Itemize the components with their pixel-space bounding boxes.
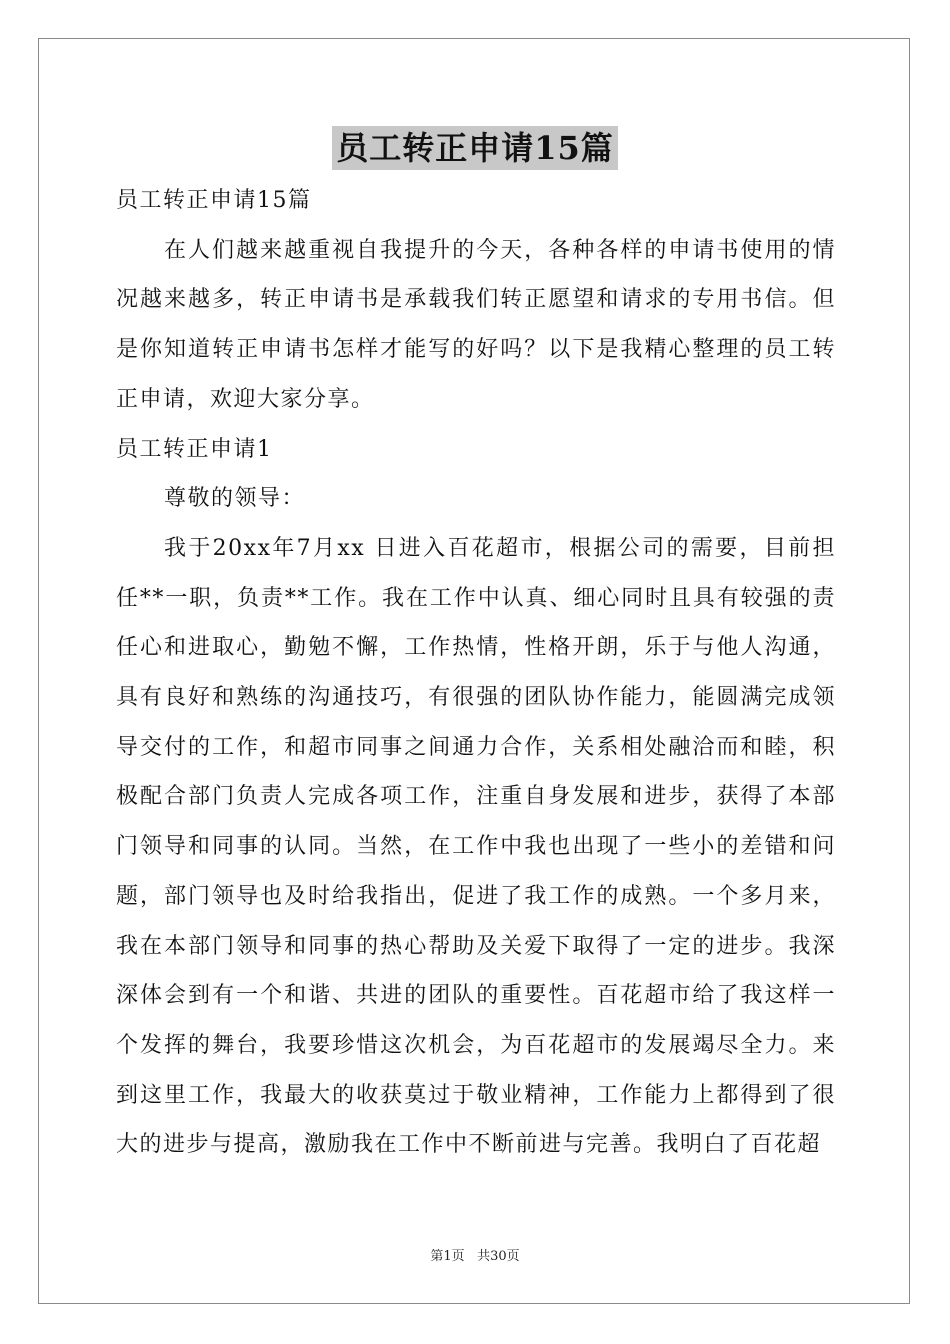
document-subtitle: 员工转正申请15篇 — [116, 188, 312, 213]
document-body — [116, 176, 836, 1170]
section-heading: 员工转正申请1 — [116, 436, 273, 462]
page-number: 第1页 — [430, 1249, 465, 1264]
title-container — [0, 126, 950, 170]
salutation: 尊敬的领导： — [164, 486, 306, 512]
page-footer — [0, 1245, 950, 1264]
intro-paragraph: 在人们越来越重视自我提升的今天，各种各样的申请书使用的情况越来越多，转正申请书是承载我们转正愿望和请求的专用书信。但是你知道转正申请书怎样才能写的好吗？以下是我精心整理的员工转正申请，欢迎大家分享。 — [116, 237, 836, 412]
page-total: 共30页 — [477, 1249, 520, 1264]
document-title: 员工转正申请15篇 — [332, 126, 618, 170]
body-paragraph: 我于20xx年7月xx 日进入百花超市，根据公司的需要，目前担任**一职，负责**工作。我在工作中认真、细心同时且具有较强的责任心和进取心，勤勉不懈，工作热情，性格开朗，乐于与他人沟通，具有良好和熟练的沟通技巧，有很强的团队协作能力，能圆满完成领导交付的工作，和超市同事之间通力合作，关系相处融洽而和睦，积极配合部门负责人完成各项工作，注重自身发展和进步，获得了本部门领导和同事的认同。当然，在工作中我也出现了一些小的差错和问题，部门领导也及时给我指出，促进了我工作的成熟。一个多月来，我在本部门领导和同事的热心帮助及关爱下取得了一定的进步。我深深体会到有一个和谐、共进的团队的重要性。百花超市给了我这样一个发挥的舞台，我要珍惜这次机会，为百花超市的发展竭尽全力。来到这里工作，我最大的收获莫过于敬业精神，工作能力上都得到了很大的进步与提高，激励我在工作中不断前进与完善。我明白了百花超 — [116, 535, 836, 1158]
